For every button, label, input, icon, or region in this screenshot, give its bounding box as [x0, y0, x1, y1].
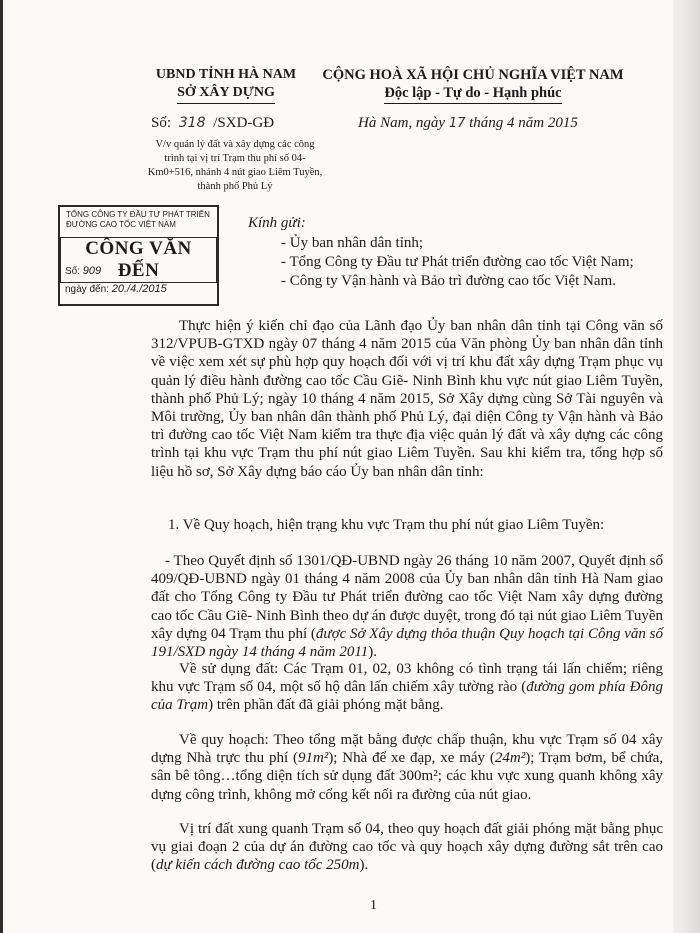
- body-paragraph-4: [151, 731, 663, 804]
- p2-text-italic: được Sở Xây dựng thỏa thuận Quy hoạch tại Công văn số 191/SXD ngày 14 tháng 4 năm 2011: [151, 625, 663, 661]
- doc-number-handwritten: 318: [178, 115, 206, 131]
- p2-text-a: - Theo Quyết định số 1301/QĐ-UBND ngày 26 tháng 10 năm 2007, Quyết định số 409/QĐ-UBND ngày 01 tháng 4 năm 2008 của Ủy ban nhân dân tỉnh Hà Nam giao đất cho Tổng Công ty Đầu tư Phát triển đường cao tốc Việt Nam xây dựng đường cao tốc Cầu Giẽ- Ninh Bình theo dự án được duyệt, trong đó tại nút giao Liêm Tuyền xây dựng 04 Trạm thu phí (: [151, 553, 663, 642]
- p4-text-a: Về quy hoạch: Theo tổng mặt bằng được chấp thuận, khu vực Trạm số 04 xây dựng Nhà trực thu phí (: [151, 732, 663, 767]
- document-subject: V/v quản lý đất và xây dựng các công trình tại vị trí Trạm thu phí số 04- Km0+516, nhánh 4 nút giao Liêm Tuyền, thành phố Phủ Lý: [147, 139, 323, 192]
- body-paragraph-2: [151, 552, 663, 661]
- recipient-3: - Công ty Vận hành và Bảo trì đường cao tốc Việt Nam.: [281, 273, 616, 289]
- body-paragraph-1: Thực hiện ý kiến chỉ đạo của Lãnh đạo Ủy ban nhân dân tỉnh tại Công văn số 312/VPUB-GTXD ngày 07 tháng 4 năm 2015 của Văn phòng Ủy ban nhân dân tỉnh về việc xem xét sự phù hợp quy hoạch đối với vị trí khu đất xây dựng Trạm phục vụ quản lý điều hành đường cao tốc Cầu Giẽ- Ninh Bình khu vực nút giao Liêm Tuyền, thành phố Phủ Lý; ngày 10 tháng 4 năm 2015, Sở Xây dựng cùng Sở Tài nguyên và Môi trường, Ủy ban nhân dân thành phố Phủ Lý, đại diện Công ty Vận hành và Bảo trì đường cao tốc Việt Nam kiểm tra thực địa việc quản lý đất và xây dựng các công trình tại khu vực Trạm thu phí nút giao Liêm Tuyền. Sau khi kiểm tra, tổng hợp số liệu hồ sơ, Sở Xây dựng báo cáo Ủy ban nhân dân tỉnh:: [151, 318, 663, 480]
- stamp-title-text: CÔNG VĂN ĐẾN: [60, 237, 217, 283]
- stamp-org-line-2: ĐƯỜNG CAO TỐC VIỆT NAM: [66, 220, 176, 229]
- stamp-date-label: ngày đến:: [65, 284, 109, 295]
- p4-text-italic-1: 91m²: [297, 750, 329, 767]
- recipient-2: - Tổng Công ty Đầu tư Phát triển đường cao tốc Việt Nam;: [281, 254, 634, 270]
- org-line-1: UBND TỈNH HÀ NAM: [155, 67, 297, 82]
- page-edge-shadow: [673, 0, 700, 933]
- issuing-organization: [146, 66, 306, 104]
- recipient-1: - Ủy ban nhân dân tỉnh;: [281, 235, 424, 251]
- p2-text-c: ).: [368, 644, 377, 661]
- document-number: [151, 115, 274, 132]
- doc-number-suffix: /SXD-GĐ: [213, 115, 275, 131]
- p4-text-italic-2: 24m²: [494, 750, 526, 767]
- stamp-number-label: Số:: [65, 266, 81, 277]
- received-stamp: [58, 205, 219, 306]
- nation-line-1: CỘNG HOÀ XÃ HỘI CHỦ NGHĨA VIỆT NAM: [322, 67, 624, 83]
- p4-text-c: ); Nhà để xe đạp, xe máy (: [328, 750, 495, 767]
- p5-text-italic: dự kiến cách đường cao tốc 250m: [156, 857, 360, 874]
- p5-text-a: Vị trí đất xung quanh Trạm số 04, theo quy hoạch đất giải phóng mặt bằng phục vụ giai đoạn 2 của dự án đường cao tốc và quy hoạch xây dựng đường sắt trên cao (: [151, 821, 663, 874]
- section-heading-1: 1. Về Quy hoạch, hiện trạng khu vực Trạm thu phí nút giao Liêm Tuyền:: [168, 517, 605, 533]
- doc-number-prefix: Số:: [151, 115, 172, 131]
- stamp-number-value: 909: [82, 265, 102, 277]
- greeting: Kính gửi:: [248, 215, 306, 231]
- stamp-org-line-1: TỔNG CÔNG TY ĐẦU TƯ PHÁT TRIỂN: [66, 210, 210, 219]
- date-after: tháng 4 năm 2015: [469, 115, 578, 131]
- nation-motto: Độc lập - Tự do - Hạnh phúc: [384, 84, 561, 104]
- p3-text-c: ) trên phần đất đã giải phóng mặt bằng.: [208, 697, 444, 714]
- org-line-2: SỞ XÂY DỰNG: [177, 84, 275, 104]
- stamp-organization: [66, 210, 210, 230]
- date-day-handwritten: 17: [448, 116, 466, 131]
- body-paragraph-5: [151, 820, 663, 875]
- stamp-number-row: [65, 265, 101, 277]
- body-paragraph-3: [151, 660, 663, 715]
- p4-text-e: ); Trạm bơm, bể chứa, sân bê tông…tổng diện tích sử dụng đất 300m²; các khu vực xung quanh không xây dựng công trình, không mở cổng kết nối ra đường của nút giao.: [151, 750, 663, 803]
- date-line: [358, 115, 578, 132]
- stamp-date-row: [65, 283, 167, 295]
- p3-text-italic: đường gom phía Đông của Trạm: [151, 679, 663, 714]
- stamp-date-value: 20./4./2015: [111, 283, 167, 295]
- p5-text-c: ).: [359, 857, 369, 874]
- p3-text-a: Về sử dụng đất: Các Trạm 01, 02, 03 không có tình trạng tái lấn chiếm; riêng khu vực Trạm số 04, một số hộ dân lấn chiếm xây tường rào (: [151, 661, 663, 696]
- national-header: [320, 66, 626, 104]
- date-before: Hà Nam, ngày: [358, 115, 446, 131]
- page-number: 1: [370, 898, 377, 913]
